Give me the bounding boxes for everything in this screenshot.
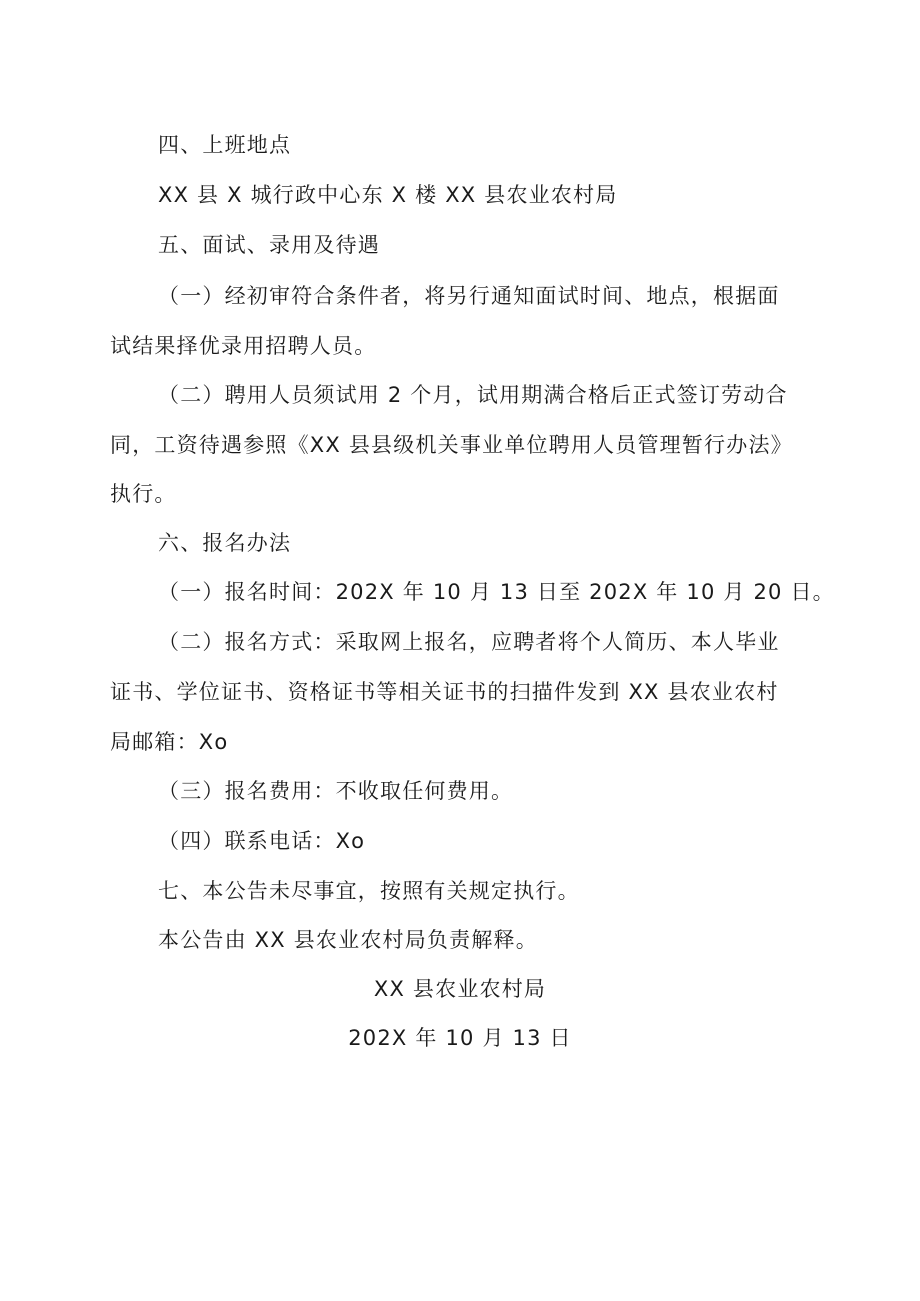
contact-phone: （四）联系电话：Xo (158, 829, 366, 853)
signature-organization: XX 县农业农村局 (373, 977, 547, 1001)
registration-method-line-1: （二）报名方式：采取网上报名，应聘者将个人简历、本人毕业 (158, 630, 780, 654)
interview-item-2-line-2: 同，工资待遇参照《XX 县县级机关事业单位聘用人员管理暂行办法》 (110, 433, 793, 457)
interview-item-1-line-1: （一）经初审符合条件者，将另行通知面试时间、地点，根据面 (158, 284, 780, 308)
section-heading-registration: 六、报名办法 (158, 531, 292, 555)
registration-fee: （三）报名费用：不收取任何费用。 (158, 779, 514, 803)
signature-date: 202X 年 10 月 13 日 (348, 1026, 572, 1050)
section-heading-interview: 五、面试、录用及待遇 (158, 233, 380, 257)
interview-item-1-line-2: 试结果择优录用招聘人员。 (110, 334, 377, 358)
interview-item-2-line-1: （二）聘用人员须试用 2 个月，试用期满合格后正式签订劳动合 (158, 383, 788, 407)
section-heading-other-matters: 七、本公告未尽事宜，按照有关规定执行。 (158, 879, 580, 903)
interpretation-statement: 本公告由 XX 县农业农村局负责解释。 (158, 928, 538, 952)
registration-time: （一）报名时间：202X 年 10 月 13 日至 202X 年 10 月 20 日。 (158, 580, 835, 604)
registration-method-line-2: 证书、学位证书、资格证书等相关证书的扫描件发到 XX 县农业农村 (110, 680, 779, 704)
interview-item-2-line-3: 执行。 (110, 482, 177, 506)
registration-email: 局邮箱：Xo (110, 730, 229, 754)
section-heading-work-location: 四、上班地点 (158, 133, 292, 157)
work-location-address: XX 县 X 城行政中心东 X 楼 XX 县农业农村局 (158, 183, 618, 207)
